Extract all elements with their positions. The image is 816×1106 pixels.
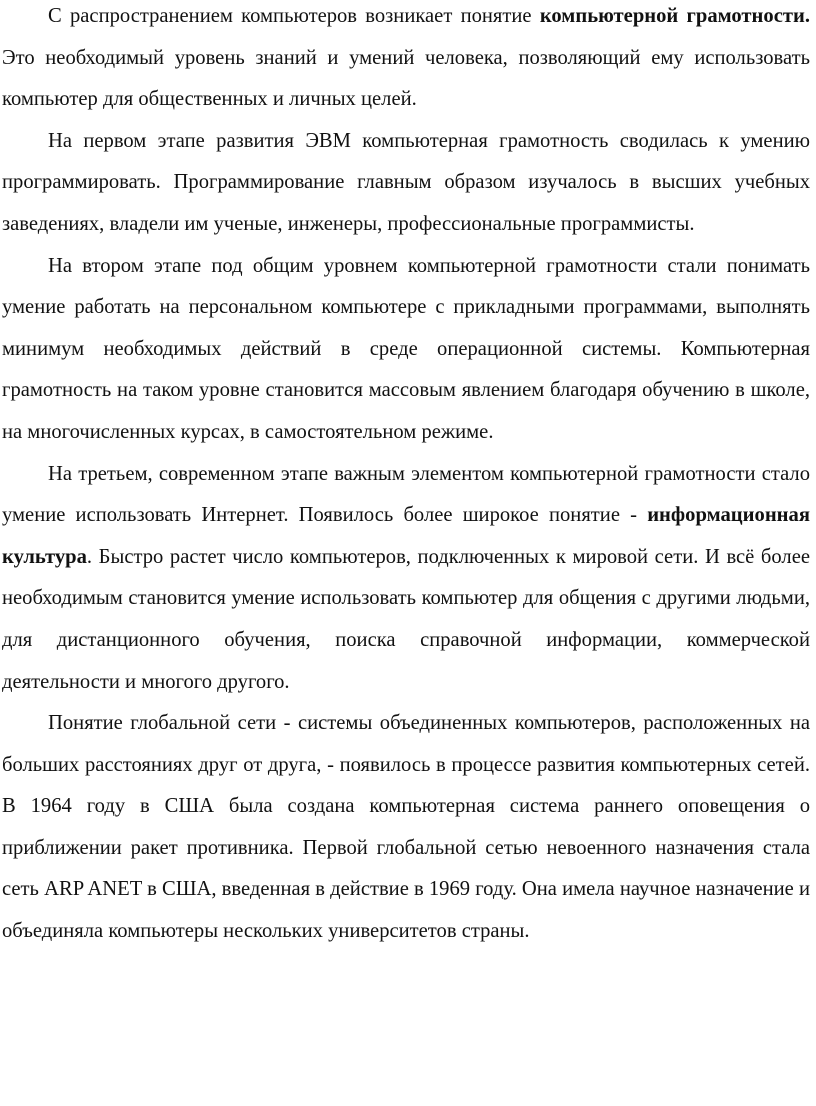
text-run: На втором этапе под общим уровнем компьютерной грамотности стали понимать умение работать на персональном компьютере с прикладными программами, выполнять минимум необходимых действий в среде операционной системы. Компьютерная грамотность на таком уровне становится массовым явлением благодаря обучению в школе, на многочисленных курсах, в самостоятельном режиме.	[2, 254, 810, 443]
paragraph-computer-literacy-definition	[2, 0, 810, 121]
paragraph-global-network	[2, 703, 810, 953]
text-run: Понятие глобальной сети - системы объединенных компьютеров, расположенных на больших расстояниях друг от друга, - появилось в процессе развития компьютерных сетей. В 1964 году в США была создана компьютерная система раннего оповещения о приближении ракет противника. Первой глобальной сетью невоенного назначения стала сеть ARP ANET в США, введенная в действие в 1969 году. Она имела научное назначение и объединяла компьютеры нескольких университетов страны.	[2, 712, 810, 943]
paragraph-third-stage	[2, 454, 810, 704]
text-run: . Быстро растет число компьютеров, подключенных к мировой сети. И всё более необходимым становится умение использовать компьютер для общения с другими людьми, для дистанционного обучения, поиска справочной информации, коммерческой деятельности и многого другого.	[2, 545, 810, 693]
bold-term-computer-literacy: компьютерной грамотности.	[539, 5, 810, 27]
text-run: На третьем, современном этапе важным элементом компьютерной грамотности стало умение использовать Интернет. Появилось более широкое понятие -	[2, 462, 810, 527]
text-run: Это необходимый уровень знаний и умений человека, позволяющий ему использовать компьютер для общественных и личных целей.	[2, 46, 810, 111]
paragraph-second-stage	[2, 246, 810, 454]
text-run: С распространением компьютеров возникает понятие	[48, 5, 540, 27]
bold-term-information-culture: информационная культура	[2, 504, 810, 568]
paragraph-first-stage	[2, 121, 810, 246]
text-run: На первом этапе развития ЭВМ компьютерная грамотность сводилась к умению программировать. Программирование главным образом изучалось в высших учебных заведениях, владели им ученые, инженеры, профессиональные программисты.	[2, 129, 810, 235]
